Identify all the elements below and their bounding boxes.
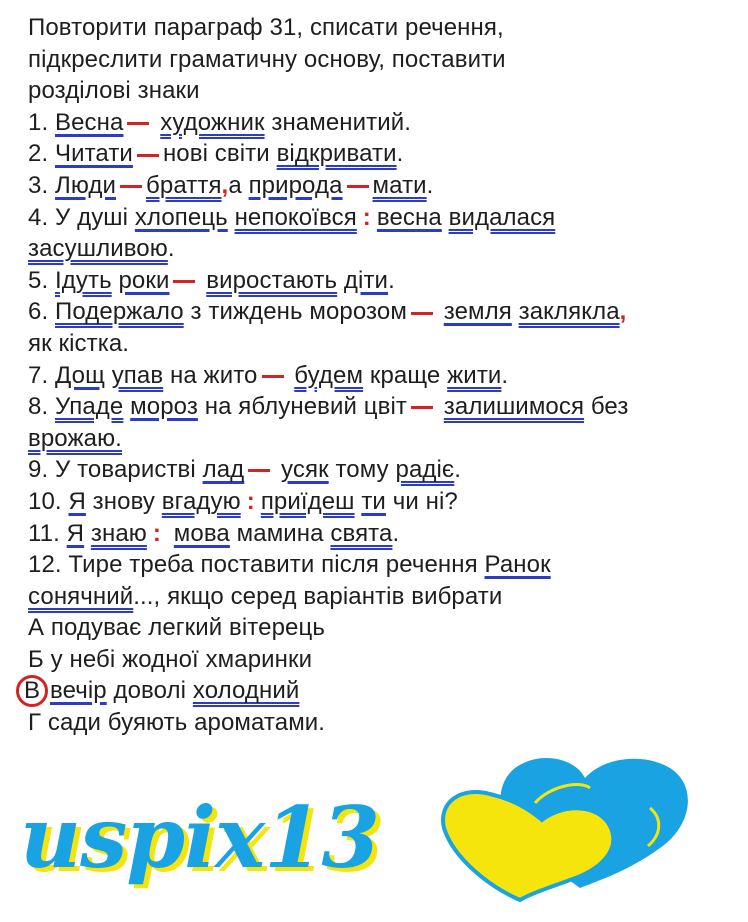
number: 11. xyxy=(28,519,60,547)
sentence-6 xyxy=(28,296,728,328)
sentence-8 xyxy=(28,391,728,423)
text: з тиждень морозом xyxy=(190,298,407,326)
dash-mark xyxy=(137,154,159,157)
predicate: жити xyxy=(447,361,502,389)
text: доволі xyxy=(113,677,187,705)
text: ..., якщо серед варіантів вибрати xyxy=(133,582,503,610)
sentence-1 xyxy=(28,107,728,139)
predicate: виростають xyxy=(206,266,338,294)
predicate: мати xyxy=(372,171,427,199)
text: . xyxy=(454,456,462,484)
subject: природа xyxy=(248,171,343,199)
dash-mark xyxy=(347,185,369,188)
comma-mark: , xyxy=(221,171,229,199)
question-12-continued xyxy=(28,581,728,613)
dash-mark xyxy=(120,185,142,188)
option-b: Б у небі жодної хмаринки xyxy=(28,645,313,673)
task-intro-line-2: підкреслити граматичну основу, поставити xyxy=(28,45,506,73)
colon-mark: : xyxy=(152,519,161,547)
subject: хлопець xyxy=(134,203,228,231)
text: знаменитий. xyxy=(271,108,412,136)
text: . xyxy=(501,361,509,389)
predicate: залишимося xyxy=(443,393,585,421)
predicate: будем xyxy=(294,361,364,389)
text: . xyxy=(167,235,175,263)
predicate: свята xyxy=(330,519,393,547)
number: 6. xyxy=(28,298,49,326)
text: на жито xyxy=(169,361,258,389)
site-logo: uspix13 xyxy=(20,788,379,887)
subject: Читати xyxy=(55,140,133,168)
predicate: Подержало xyxy=(55,298,184,326)
number: 10. xyxy=(28,487,62,515)
text: . xyxy=(396,140,404,168)
text: без xyxy=(590,393,629,421)
subject: Ранок xyxy=(484,551,551,579)
sentence-5 xyxy=(28,265,728,297)
sentence-2 xyxy=(28,138,728,170)
question-12 xyxy=(28,549,728,581)
task-intro-line-1: Повторити параграф 31, списати речення, xyxy=(28,14,504,41)
predicate: приїдеш xyxy=(260,487,355,515)
subject: мороз xyxy=(130,393,198,421)
subject: Весна xyxy=(55,108,124,136)
number: 3. xyxy=(28,171,49,199)
number: 7. xyxy=(28,361,49,389)
text: а xyxy=(228,171,242,199)
task-document xyxy=(23,12,728,739)
predicate: вгадую xyxy=(161,487,241,515)
subject: роки xyxy=(118,266,170,294)
predicate: Упаде xyxy=(55,393,124,421)
option-v-selected xyxy=(23,675,728,707)
number: 5. xyxy=(28,266,49,294)
text: тому xyxy=(335,456,389,484)
text: 12. Тире треба поставити після речення xyxy=(28,551,478,579)
sentence-10 xyxy=(28,486,728,518)
sentence-4-continued xyxy=(28,233,728,265)
text: на яблуневий цвіт xyxy=(204,393,408,421)
subject: Я xyxy=(66,519,85,547)
subject: ти xyxy=(361,487,386,515)
text: мамина xyxy=(236,519,324,547)
sentence-3 xyxy=(28,170,728,202)
option-g: Г сади буяють ароматами. xyxy=(28,709,326,737)
sentence-11 xyxy=(28,518,728,550)
text: знову xyxy=(92,487,155,515)
sentence-7 xyxy=(28,360,728,392)
subject: вечір xyxy=(50,677,107,705)
selected-answer-circle: В xyxy=(16,675,48,707)
predicate: радіє xyxy=(395,456,455,484)
colon-mark: : xyxy=(362,203,371,231)
option-a: А подуває легкий вітерець xyxy=(28,614,325,642)
subject: діти xyxy=(343,266,389,294)
number: 8. xyxy=(28,393,49,421)
sentence-6-continued: як кістка. xyxy=(28,329,130,357)
subject: мова xyxy=(173,519,230,547)
dash-mark xyxy=(411,406,433,409)
subject: лад xyxy=(202,456,245,484)
predicate: засушливою xyxy=(28,235,168,263)
predicate: Ідуть xyxy=(55,266,112,294)
comma-mark: , xyxy=(619,298,627,326)
predicate: сонячний xyxy=(28,582,134,610)
predicate: відкривати xyxy=(276,140,397,168)
sentence-9 xyxy=(28,454,728,486)
subject: Люди xyxy=(55,171,117,199)
predicate: видалася xyxy=(448,203,556,231)
text: краще xyxy=(369,361,441,389)
text: 9. У товаристві xyxy=(28,456,196,484)
number: 1. xyxy=(28,108,49,136)
predicate: врожаю. xyxy=(28,424,122,452)
dash-mark xyxy=(411,312,433,315)
text: . xyxy=(392,519,400,547)
subject: Я xyxy=(68,487,86,515)
text: нові світи xyxy=(162,140,270,168)
text: . xyxy=(426,171,434,199)
predicate: художник xyxy=(160,108,265,136)
subject: усяк xyxy=(281,456,329,484)
subject: Дощ xyxy=(55,361,105,389)
number: 2. xyxy=(28,140,49,168)
task-intro-line-3: розділові знаки xyxy=(28,77,200,105)
predicate: упав xyxy=(111,361,164,389)
sentence-4 xyxy=(28,202,728,234)
subject: весна xyxy=(376,203,442,231)
text: 4. У душі xyxy=(28,203,129,231)
heart-logo-icon xyxy=(430,748,730,908)
dash-mark xyxy=(262,375,284,378)
predicate: браття xyxy=(146,171,222,199)
text: . xyxy=(388,266,395,294)
colon-mark: : xyxy=(246,487,255,515)
dash-mark xyxy=(248,469,270,472)
subject: земля xyxy=(443,298,512,326)
sentence-8-continued xyxy=(28,423,728,455)
dash-mark xyxy=(173,280,195,283)
dash-mark xyxy=(127,122,149,125)
text: чи ні? xyxy=(392,487,458,515)
predicate: заклякла xyxy=(518,298,620,326)
predicate: знаю xyxy=(90,519,147,547)
predicate: непокоївся xyxy=(234,203,357,231)
predicate: холодний xyxy=(192,677,300,705)
